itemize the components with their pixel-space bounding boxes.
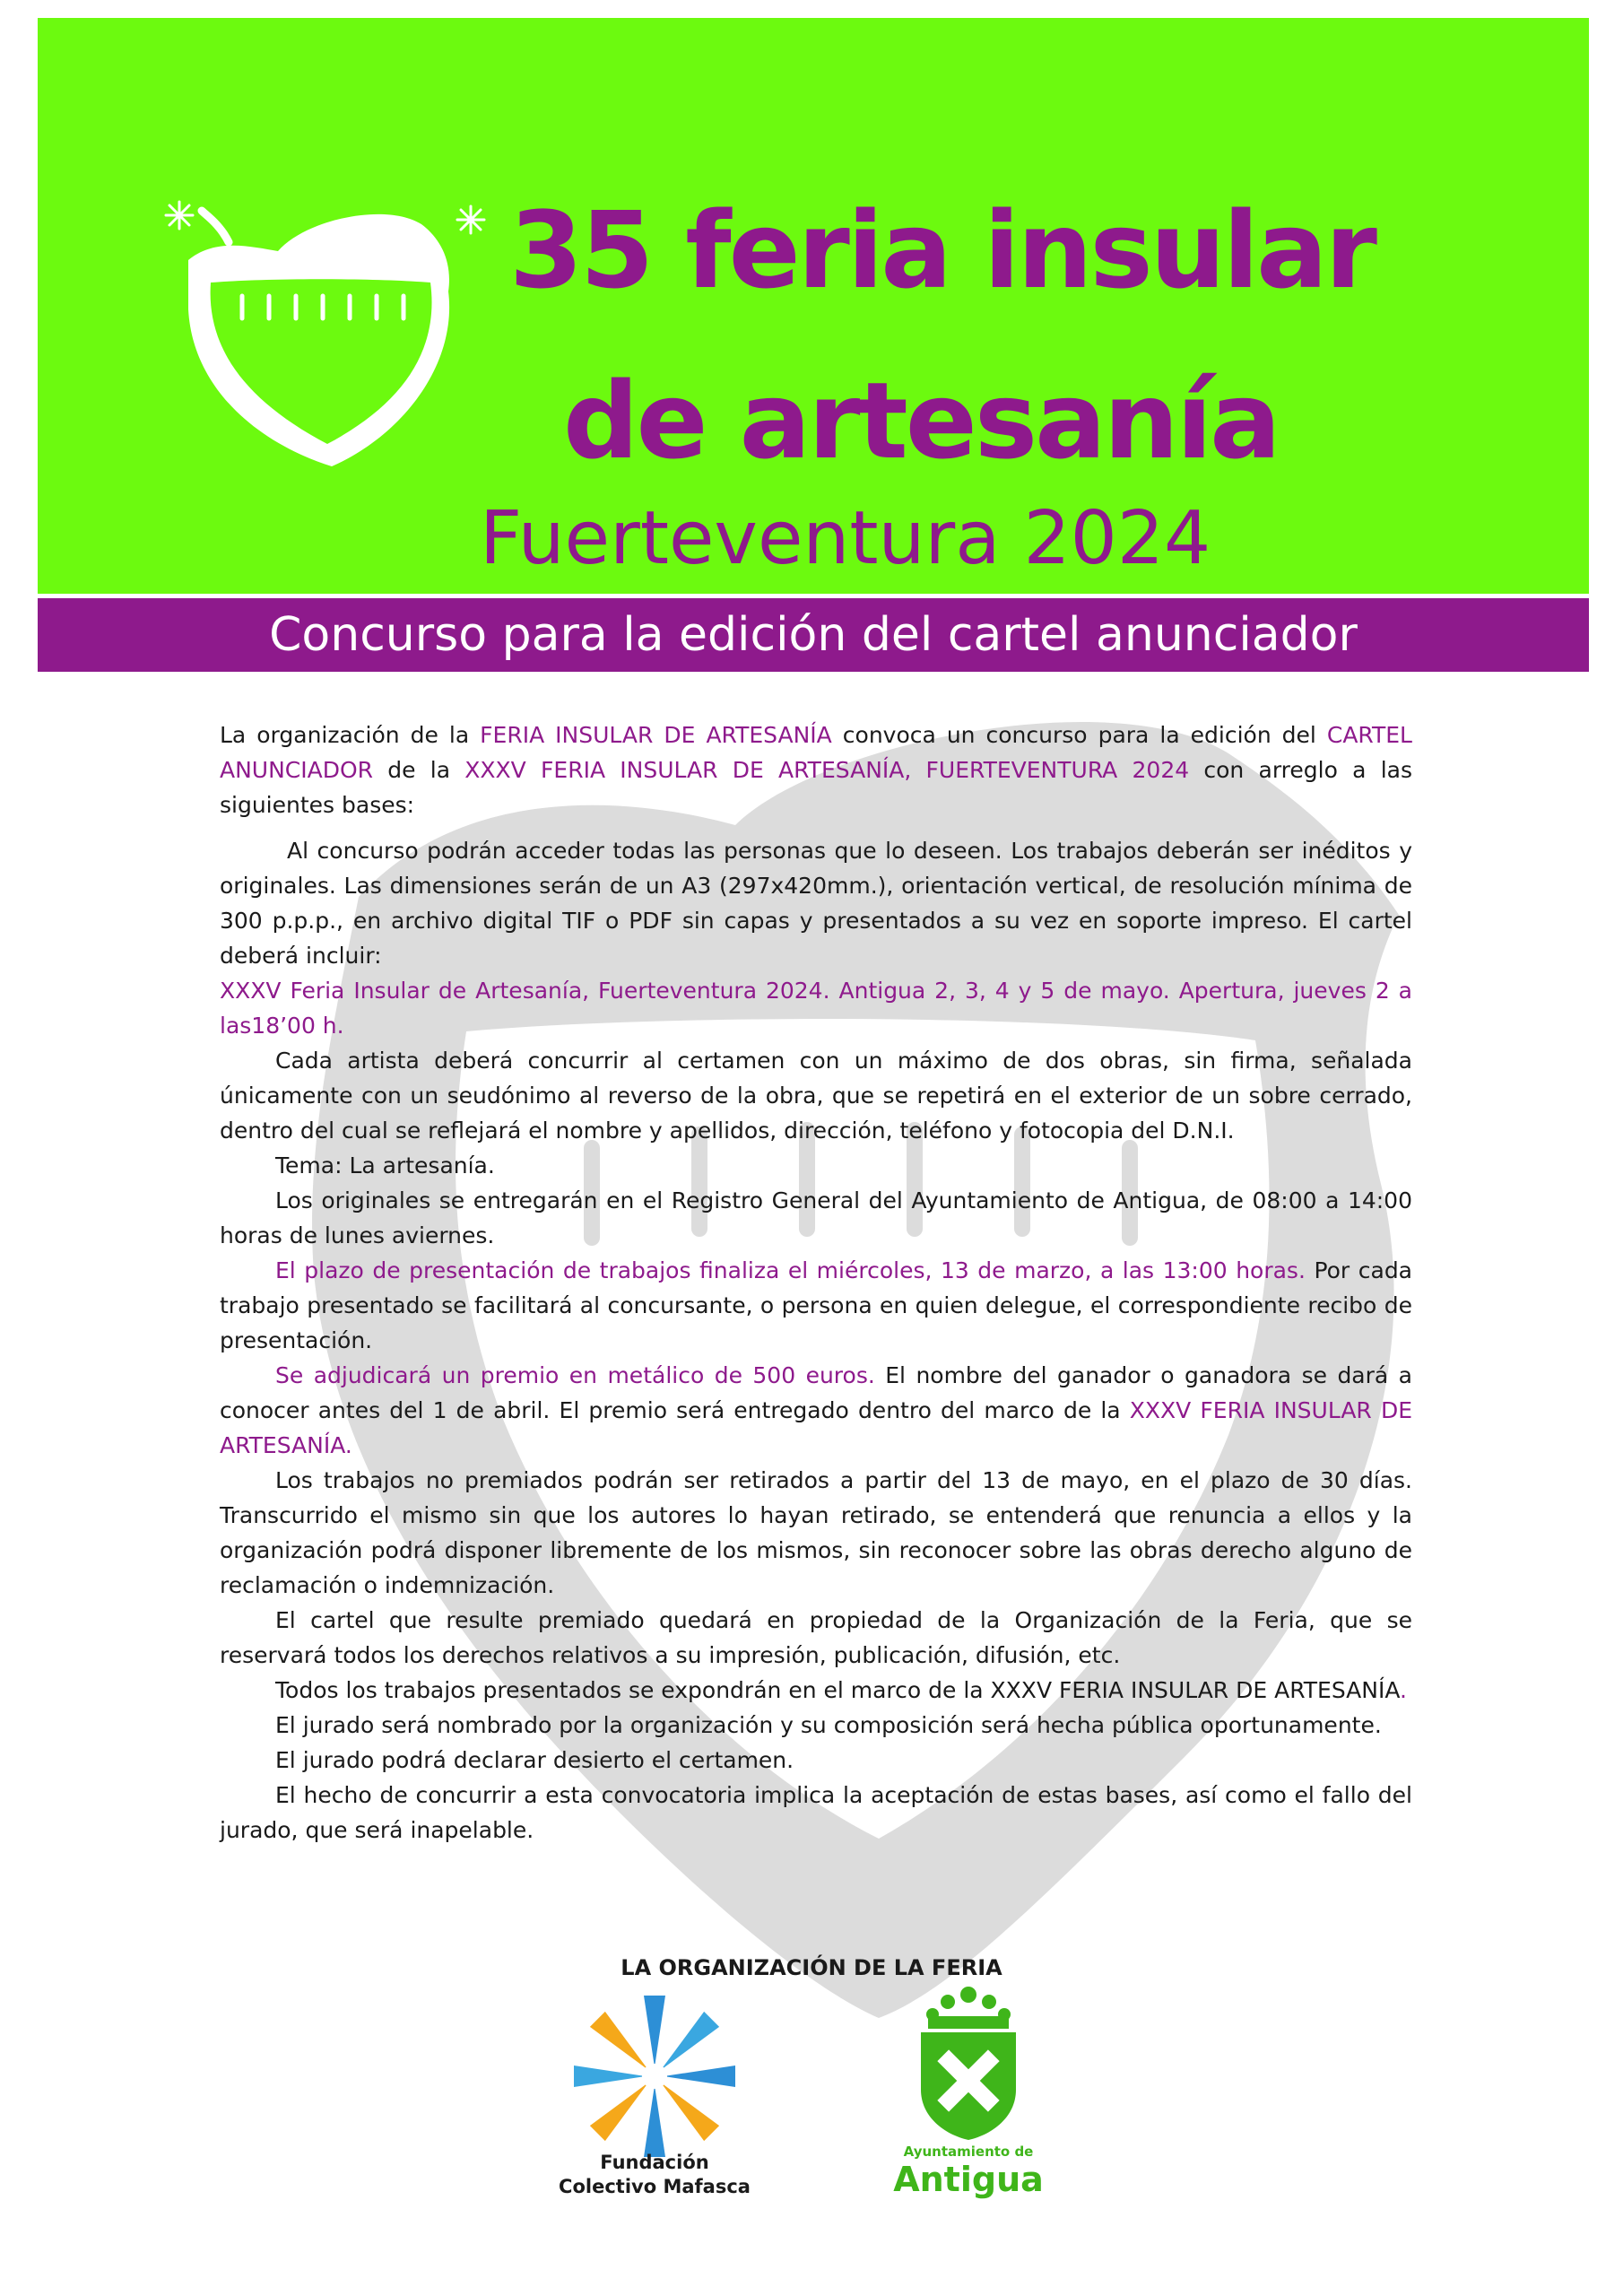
mafasca-label: Colectivo Mafasca	[559, 2176, 751, 2197]
rule-jury: El jurado será nombrado por la organización y su composición será hecha pública oportunamente.	[275, 1712, 1382, 1738]
fundacion-logo-text	[538, 2151, 771, 2199]
fundacion-label: Fundación	[600, 2152, 709, 2173]
title-line-2: de artesanía	[563, 359, 1279, 483]
intro-highlight-cartel: CARTEL ANUNCIADOR	[220, 722, 1412, 783]
rule-required-text: XXXV Feria Insular de Artesanía, Fuerteventura 2024. Antigua 2, 3, 4 y 5 de mayo. Apertura, jueves 2 a las18’00 h.	[220, 978, 1412, 1039]
deadline-text: Por cada trabajo presentado se facilitará al concursante, o persona en quien delegue, el correspondiente recibo de presentación.	[220, 1257, 1413, 1353]
rule-acceptance: El hecho de concurrir a esta convocatoria implica la aceptación de estas bases, así como el fallo del jurado, que será inapelable.	[220, 1782, 1412, 1843]
intro-paragraph	[220, 718, 1412, 822]
prize-text: El nombre del ganador o ganadora se dará a conocer antes del 1 de abril. El premio será entregado dentro del marco de la	[220, 1362, 1412, 1423]
rules-text	[220, 718, 1412, 1848]
rule-eligibility: Al concurso podrán acceder todas las personas que lo deseen. Los trabajos deberán ser inéditos y originales. Las dimensiones serán de un A3 (297x420mm.), orientación vertical, de resolución mínima de 300 p.p.p., en archivo digital TIF o PDF sin capas y presentados a su vez en soporte impreso. El cartel deberá incluir:	[220, 838, 1412, 969]
intro-text: convoca un concurso para la edición del	[831, 722, 1327, 748]
rule-unselected-works: Los trabajos no premiados podrán ser retirados a partir del 13 de mayo, en el plazo de 30 días. Transcurrido el mismo sin que los autores lo hayan retirado, se entenderá que renuncia a ellos y la organización podrá disponer libremente de los mismos, sin reconocer sobre las obras derecho alguno de reclamación o indemnización.	[220, 1467, 1412, 1598]
intro-highlight-feria: FERIA INSULAR DE ARTESANÍA	[480, 722, 832, 748]
rule-prize	[220, 1358, 1412, 1463]
rule-exhibition	[220, 1673, 1412, 1708]
rule-jury-void: El jurado podrá declarar desierto el certamen.	[275, 1747, 794, 1773]
pottery-vessel-icon	[152, 184, 493, 471]
starburst-logo-icon	[565, 1987, 744, 2166]
rule-theme: Tema: La artesanía.	[275, 1152, 495, 1178]
rule-delivery: Los originales se entregarán en el Registro General del Ayuntamiento de Antigua, de 08:00 a 14:00 horas de lunes aviernes.	[220, 1187, 1412, 1248]
subtitle: Fuerteventura 2024	[480, 496, 1211, 581]
intro-text: con arreglo a las siguientes bases:	[220, 757, 1412, 818]
contest-band: Concurso para la edición del cartel anunciador	[38, 598, 1589, 672]
intro-text: de la	[373, 757, 465, 783]
rule-submissions: Cada artista deberá concurrir al certamen con un máximo de dos obras, sin firma, señalada únicamente con un seudónimo al reverso de la obra, que se repetirá en el exterior de un sobre cerrado, dentro del cual se reflejará el nombre y apellidos, dirección, teléfono y fotocopia del D.N.I.	[220, 1048, 1412, 1144]
intro-text: La organización de la	[220, 722, 481, 748]
exhibition-dot: .	[1400, 1677, 1407, 1703]
organization-signature: LA ORGANIZACIÓN DE LA FERIA	[621, 1955, 1002, 1980]
antigua-label: Antigua	[893, 2160, 1044, 2199]
prize-feria-highlight: XXXV FERIA INSULAR DE ARTESANÍA.	[220, 1397, 1413, 1458]
antigua-coat-of-arms-icon	[910, 1982, 1027, 2142]
prize-highlight: Se adjudicará un premio en metálico de 500 euros.	[275, 1362, 875, 1388]
exhibition-text: Todos los trabajos presentados se expondrán en el marco de la XXXV FERIA INSULAR DE ARTESANÍA	[275, 1677, 1401, 1703]
rule-ownership: El cartel que resulte premiado quedará en propiedad de la Organización de la Feria, que se reservará todos los derechos relativos a su impresión, publicación, difusión, etc.	[220, 1607, 1412, 1668]
ayuntamiento-label: Ayuntamiento de	[903, 2144, 1034, 2160]
title-line-1: 35 feria insular	[509, 188, 1375, 312]
intro-highlight-edition: XXXV FERIA INSULAR DE ARTESANÍA, FUERTEVENTURA 2024	[464, 757, 1190, 783]
rule-deadline	[220, 1253, 1412, 1358]
deadline-highlight: El plazo de presentación de trabajos finaliza el miércoles, 13 de marzo, a las 13:00 horas.	[275, 1257, 1306, 1283]
